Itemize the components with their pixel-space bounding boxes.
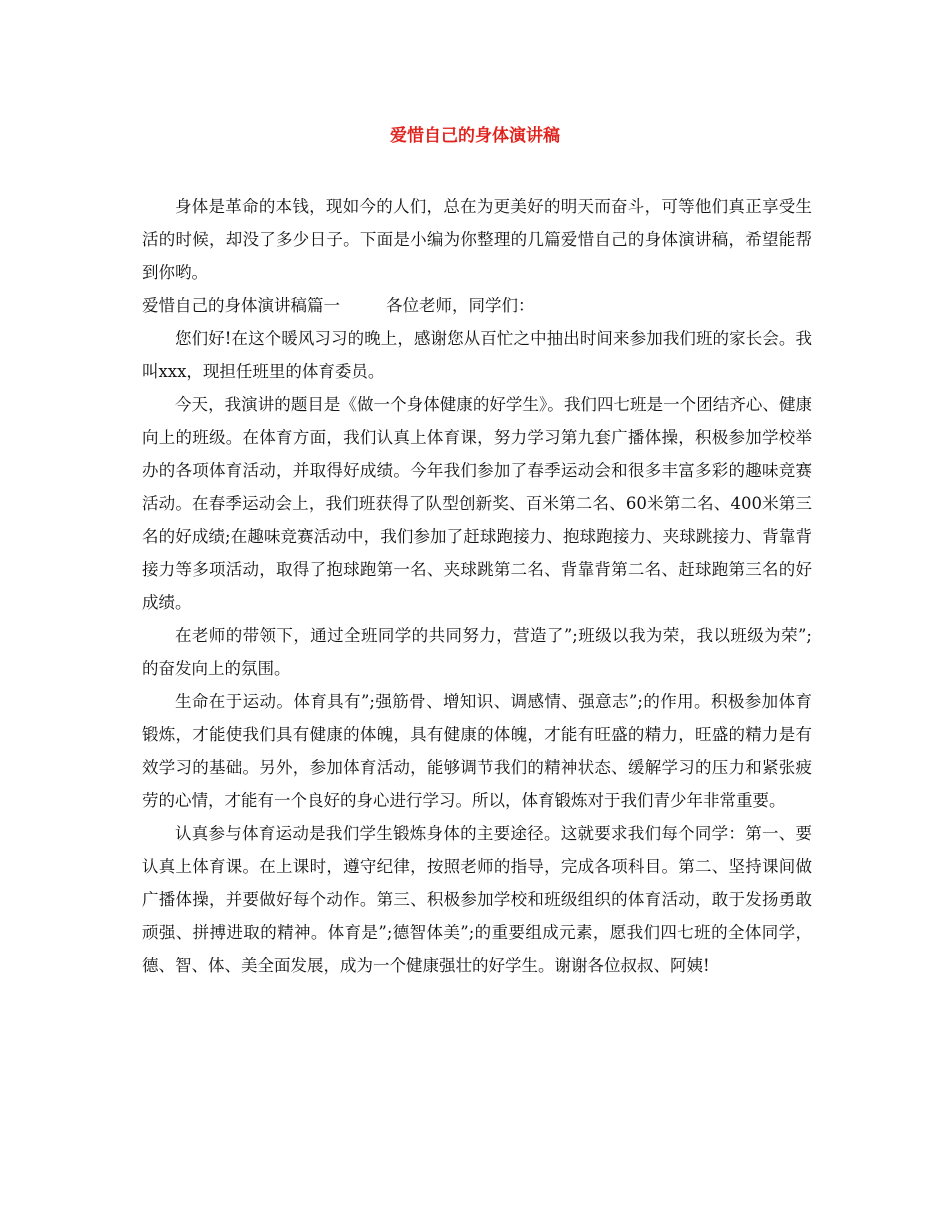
body-paragraph: 生命在于运动。体育具有”;强筋骨、增知识、调感情、强意志”;的作用。积极参加体育锻炼，才能使我们具有健康的体魄，具有健康的体魄，才能有旺盛的精力，旺盛的精力是有效学习的基础。另外，参加体育活动，能够调节我们的精神状态、缓解学习的压力和紧张疲劳的心情，才能有一个良好的身心进行学习。所以，体育锻炼对于我们青少年非常重要。 (142, 692, 812, 810)
intro-paragraph: 身体是革命的本钱，现如今的人们，总在为更美好的明天而奋斗，可等他们真正享受生活的时候，却没了多少日子。下面是小编为你整理的几篇爱惜自己的身体演讲稿，希望能帮到你哟。 (142, 197, 812, 282)
section-heading: 爱惜自己的身体演讲稿篇一 (142, 296, 340, 315)
body-paragraph: 在老师的带领下，通过全班同学的共同努力，营造了”;班级以我为荣，我以班级为荣”;的奋发向上的氛围。 (142, 626, 812, 678)
salutation: 各位老师，同学们： (386, 296, 535, 315)
document-title: 爱惜自己的身体演讲稿 (390, 126, 560, 146)
section-heading-line (142, 289, 812, 322)
body-paragraph: 认真参与体育运动是我们学生锻炼身体的主要途径。这就要求我们每个同学：第一、要认真上体育课。在上课时，遵守纪律，按照老师的指导，完成各项科目。第二、坚持课间做广播体操，并要做好每个动作。第三、积极参加学校和班级组织的体育活动，敢于发扬勇敢顽强、拼搏进取的精神。体育是”;德智体美”;的重要组成元素，愿我们四七班的全体同学，德、智、体、美全面发展，成为一个健康强壮的好学生。谢谢各位叔叔、阿姨! (142, 824, 812, 975)
document-body (142, 190, 812, 982)
body-paragraph: 今天，我演讲的题目是《做一个身体健康的好学生》。我们四七班是一个团结齐心、健康向上的班级。在体育方面，我们认真上体育课，努力学习第九套广播体操，积极参加学校举办的各项体育活动，并取得好成绩。今年我们参加了春季运动会和很多丰富多彩的趣味竞赛活动。在春季运动会上，我们班获得了队型创新奖、百米第二名、60米第二名、400米第三名的好成绩;在趣味竞赛活动中，我们参加了赶球跑接力、抱球跑接力、夹球跳接力、背靠背接力等多项活动，取得了抱球跑第一名、夹球跳第二名、背靠背第二名、赶球跑第三名的好成绩。 (142, 395, 812, 612)
body-paragraph: 您们好!在这个暖风习习的晚上，感谢您从百忙之中抽出时间来参加我们班的家长会。我叫xxx，现担任班里的体育委员。 (142, 329, 812, 381)
